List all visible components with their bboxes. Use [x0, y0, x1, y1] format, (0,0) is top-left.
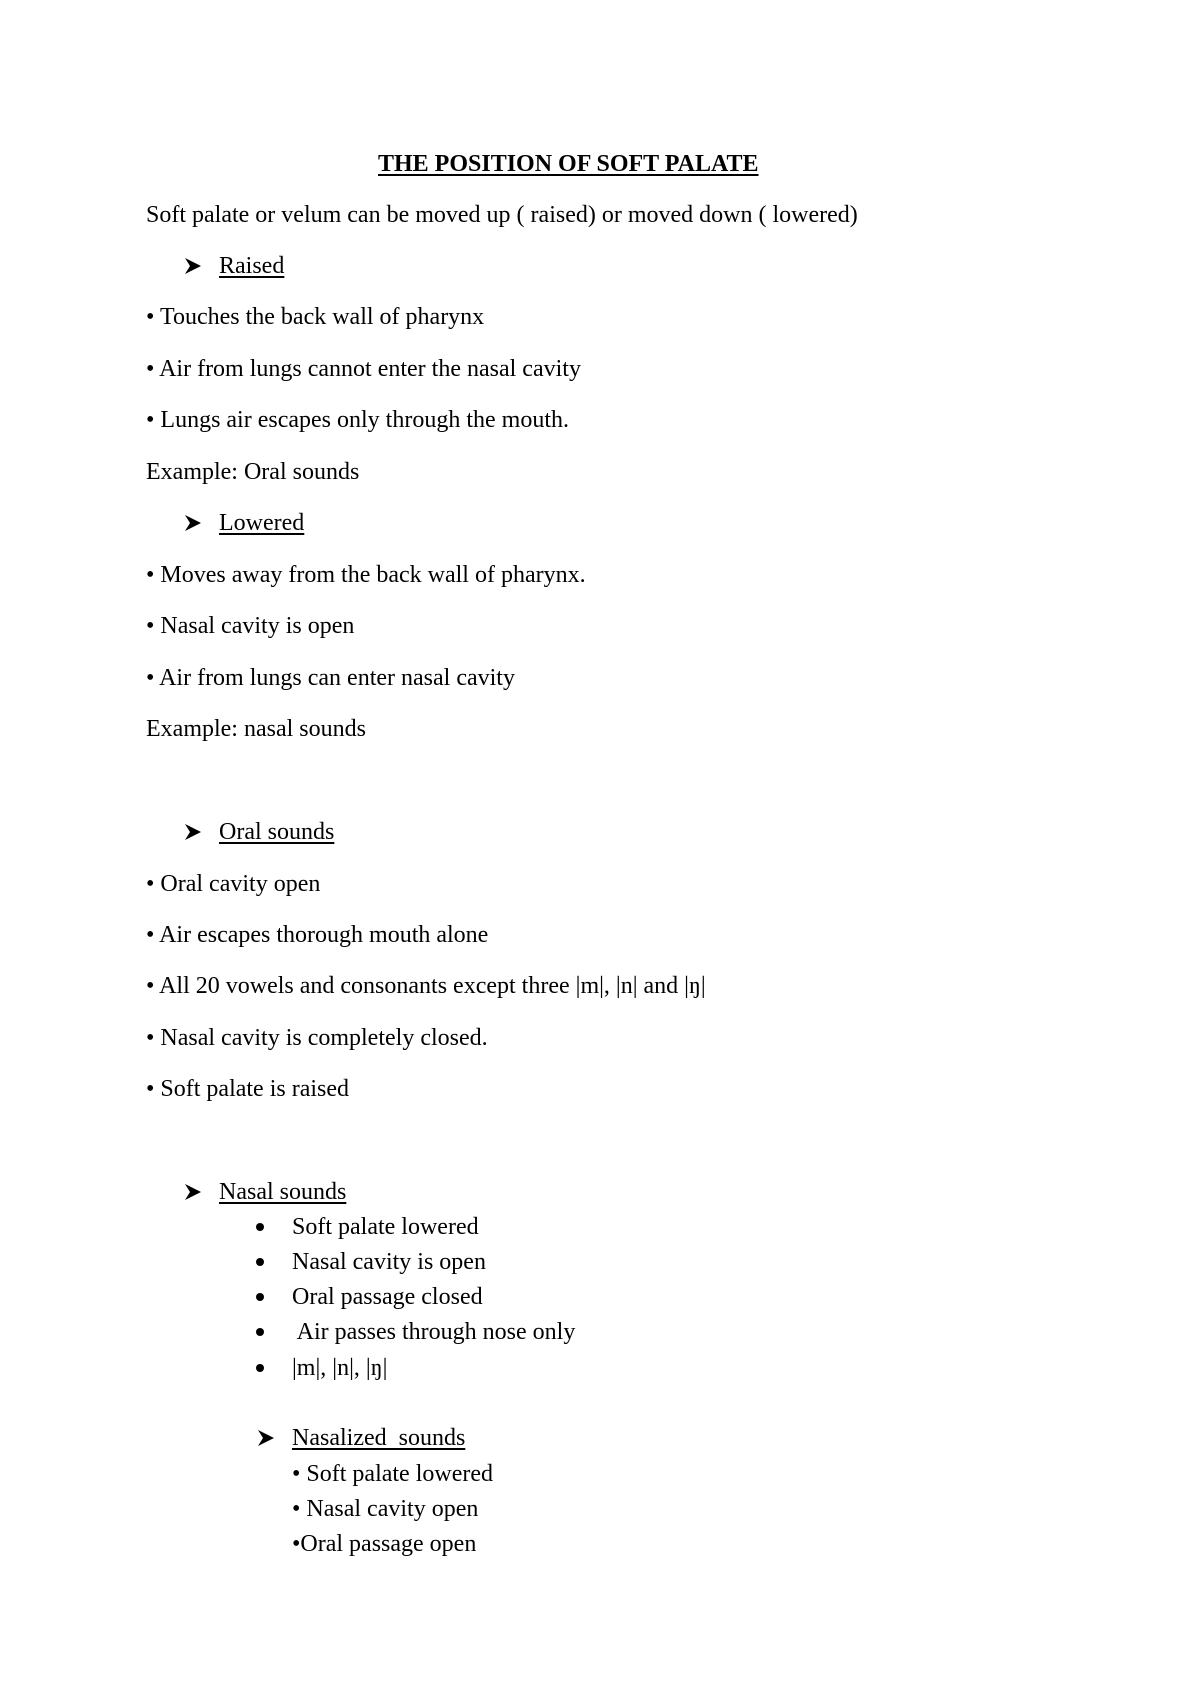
list-item: • Soft palate is raised — [146, 1076, 350, 1102]
oral-sounds-heading: Oral sounds — [219, 819, 335, 845]
bullet-dot-icon — [256, 1293, 264, 1301]
list-item: • Air from lungs can enter nasal cavity — [146, 665, 515, 691]
list-item: • Moves away from the back wall of pharynx. — [146, 562, 586, 588]
raised-heading-row — [183, 252, 284, 280]
list-item: • Touches the back wall of pharynx — [146, 304, 485, 330]
list-item: • Lungs air escapes only through the mouth. — [146, 407, 569, 433]
bullet-dot-icon — [256, 1258, 264, 1266]
arrow-bullet-icon — [183, 509, 219, 537]
arrow-bullet-icon — [183, 1178, 219, 1206]
intro-text: Soft palate or velum can be moved up ( raised) or moved down ( lowered) — [146, 202, 858, 228]
list-item: Oral passage closed — [292, 1284, 483, 1310]
raised-heading: Raised — [219, 253, 285, 279]
lowered-heading-row — [183, 509, 304, 537]
lowered-heading: Lowered — [219, 510, 305, 536]
arrow-bullet-icon — [256, 1424, 292, 1452]
list-item: • Nasal cavity is completely closed. — [146, 1025, 488, 1051]
page-title: THE POSITION OF SOFT PALATE — [378, 151, 759, 177]
arrow-bullet-icon — [183, 252, 219, 280]
list-item: • Nasal cavity open — [292, 1496, 479, 1522]
raised-example: Example: Oral sounds — [146, 459, 360, 485]
nasal-sounds-heading-row — [183, 1178, 346, 1206]
list-item: Nasal cavity is open — [292, 1249, 486, 1275]
nasal-sounds-heading: Nasal sounds — [219, 1179, 347, 1205]
list-item: • Oral cavity open — [146, 871, 321, 897]
list-item: • Soft palate lowered — [292, 1461, 493, 1487]
arrow-bullet-icon — [183, 818, 219, 846]
bullet-dot-icon — [256, 1364, 264, 1372]
list-item: •Oral passage open — [292, 1531, 477, 1557]
nasalized-sounds-heading-row — [256, 1424, 465, 1452]
bullet-dot-icon — [256, 1223, 264, 1231]
list-item: • Air from lungs cannot enter the nasal cavity — [146, 356, 581, 382]
nasalized-sounds-heading: Nasalized sounds — [292, 1425, 466, 1451]
list-item: • Air escapes thorough mouth alone — [146, 922, 489, 948]
list-item: • Nasal cavity is open — [146, 613, 355, 639]
bullet-dot-icon — [256, 1328, 264, 1336]
list-item: |m|, |n|, |ŋ| — [292, 1355, 388, 1381]
oral-sounds-heading-row — [183, 818, 334, 846]
lowered-example: Example: nasal sounds — [146, 716, 366, 742]
list-item: Soft palate lowered — [292, 1214, 479, 1240]
list-item: • All 20 vowels and consonants except three |m|, |n| and |ŋ| — [146, 973, 706, 999]
list-item: Air passes through nose only — [292, 1319, 576, 1345]
